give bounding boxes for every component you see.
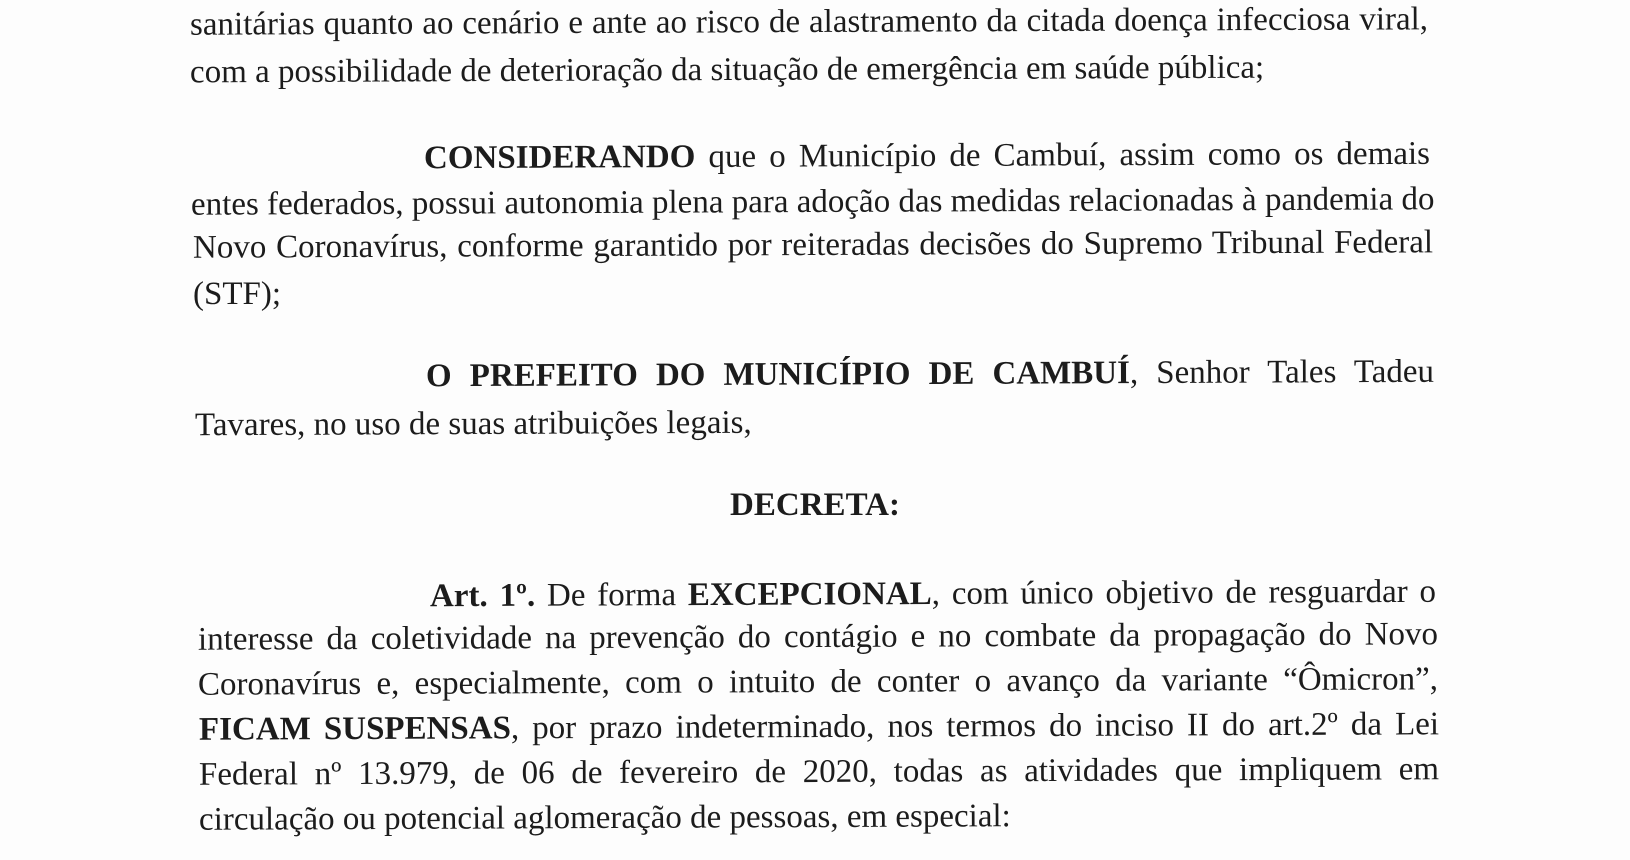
paragraph-line: circulação ou potencial aglomeração de pessoas, em especial: <box>198 798 1011 838</box>
paragraph-line: com a possibilidade de deterioração da situação de emergência em saúde pública; <box>189 49 1265 91</box>
paragraph-line: Federal nº 13.979, de 06 de fevereiro de 2020, todas as atividades que impliquem em <box>198 751 1440 793</box>
paragraph-line: sanitárias quanto ao cenário e ante ao risco de alastramento da citada doença infecciosa viral, <box>189 1 1429 43</box>
paragraph-line: interesse da coletividade na prevenção do contágio e no combate da propagação do Novo <box>197 616 1439 658</box>
prefeito-heading: O PREFEITO DO MUNICÍPIO DE CAMBUÍ <box>425 355 1131 395</box>
paragraph-text: , Senhor Tales Tadeu <box>1129 353 1435 392</box>
paragraph-line: Coronavírus e, especialmente, com o intuito de conter o avanço da variante “Ômicron”, <box>197 661 1439 703</box>
prefeito-first-line <box>426 352 1434 396</box>
ficam-suspensas-line <box>199 704 1439 749</box>
article-label: Art. 1º. <box>429 577 536 615</box>
paragraph-line: Novo Coronavírus, conforme garantido por reiteradas decisões do Supremo Tribunal Federal <box>192 224 1434 266</box>
emphasis-text: EXCEPCIONAL <box>687 576 932 614</box>
paragraph-text: que o Município de Cambuí, assim como os demais <box>695 135 1431 176</box>
emphasis-text: FICAM SUSPENSAS <box>198 710 512 748</box>
considerando-first-line <box>424 134 1430 178</box>
paragraph-text: , com único objetivo de resguardar o <box>931 573 1437 613</box>
paragraph-line: Tavares, no uso de suas atribuições legais, <box>194 404 752 444</box>
decreta-heading: DECRETA: <box>730 487 900 523</box>
paragraph-line: entes federados, possui autonomia plena para adoção das medidas relacionadas à pandemia do <box>190 181 1435 223</box>
paragraph-text: De forma <box>535 577 688 614</box>
art1-first-line <box>430 572 1436 616</box>
considerando-heading: CONSIDERANDO <box>423 139 696 177</box>
paragraph-text: , por prazo indeterminado, nos termos do inciso II do art.2º da Lei <box>510 706 1440 747</box>
paragraph-line: (STF); <box>193 276 282 312</box>
